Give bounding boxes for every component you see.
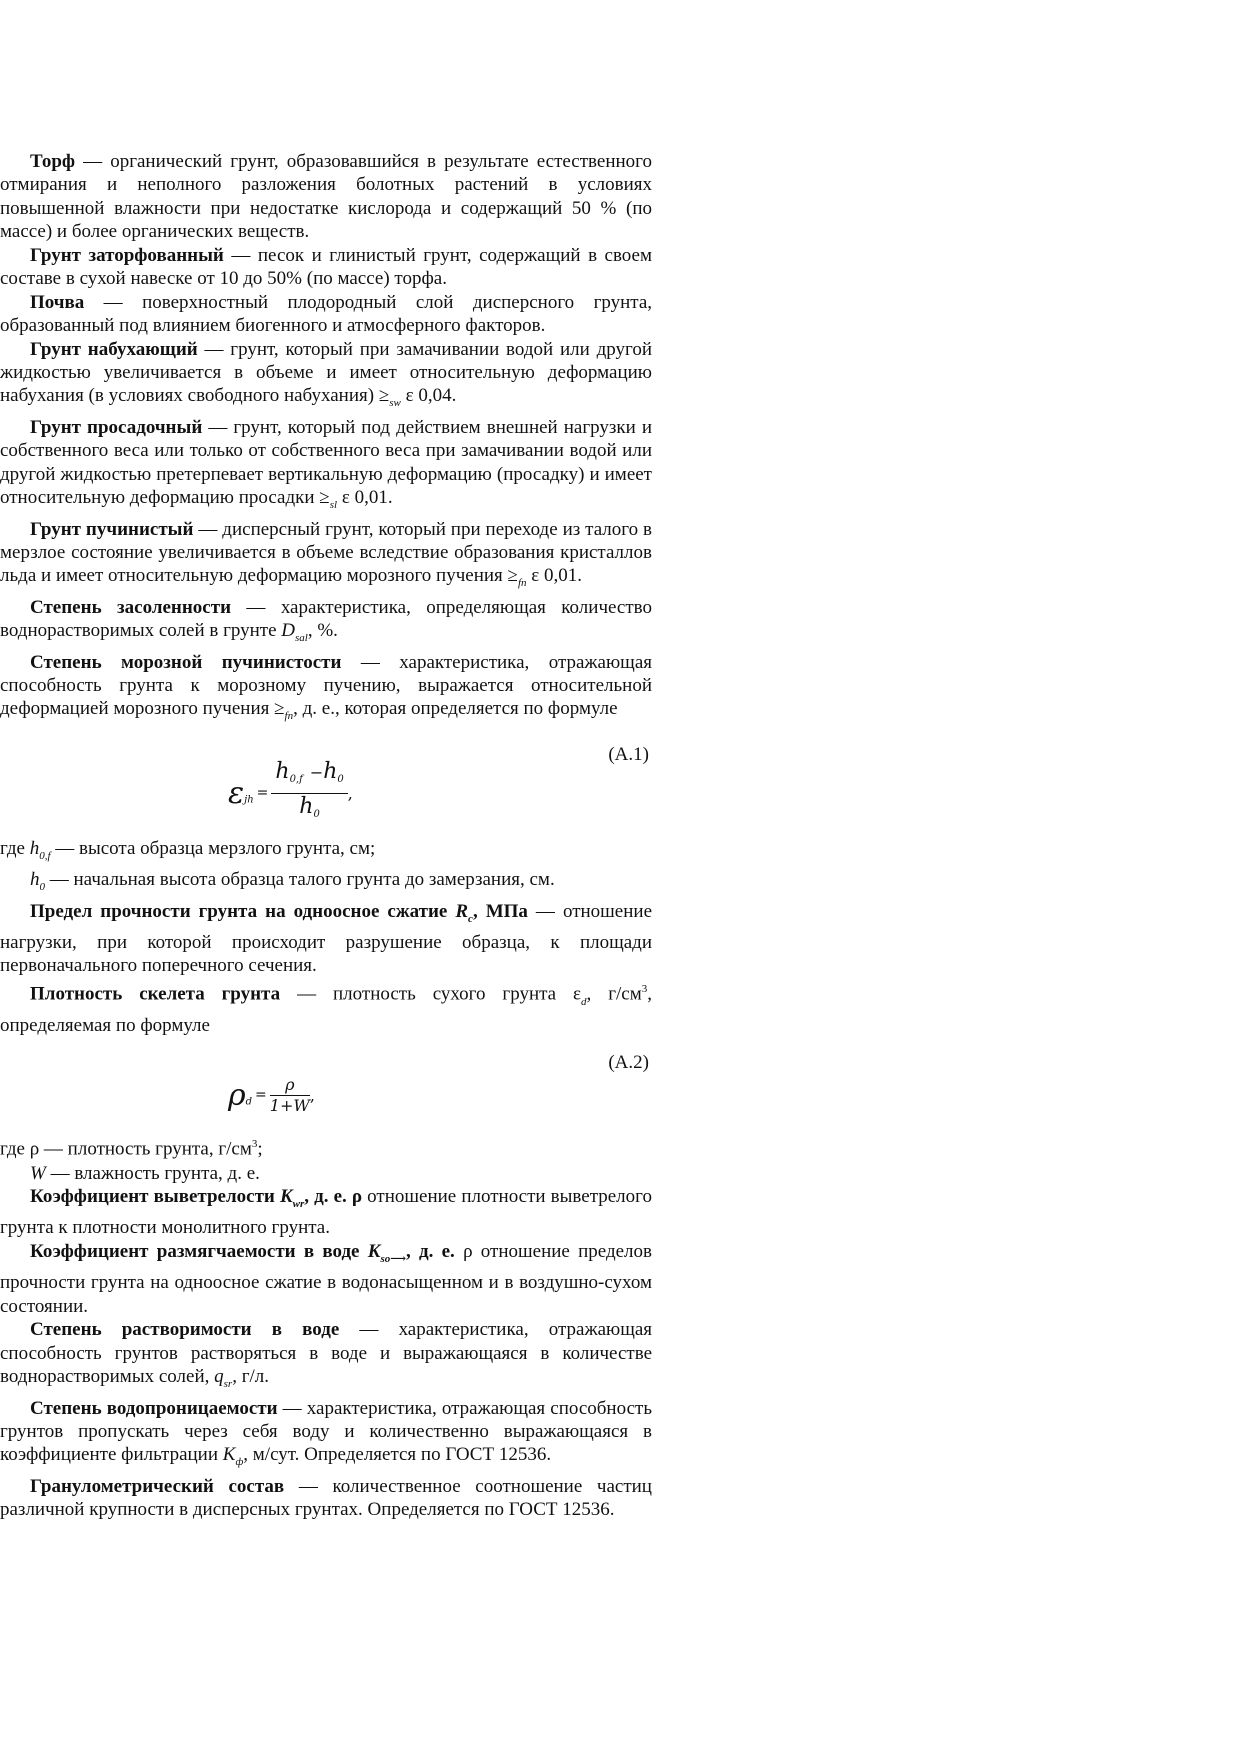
where-h0: $h_0$ — начальная высота образца талого грунта до замерзания, см. (30, 869, 555, 894)
formula-a2 (0, 1037, 652, 1133)
definition-peaty-soil: Грунт заторфованный — песок и глинистый грунт, содержащий в своем составе в сухой навеске от 10 до 50% (по массе) торфа. (0, 244, 652, 289)
formula-number: (А.1) (608, 743, 649, 765)
where-h0f: где $h_{0,f}$ — высота образца мерзлого грунта, см; (0, 837, 376, 862)
definition-grain-size: Гранулометрический состав — количественное соотношение частиц различной крупности в дисперсных грунтах. Определяется по ГОСТ 12536. (0, 1475, 652, 1521)
formula-expression: $\varepsilon_{jh}$ = $\frac{h_{0,f} -h_0}{h_0}$ , (228, 758, 353, 820)
definition-subsiding-soil: Грунт просадочный — грунт, который под действием внешней нагрузки и собственного веса или только от собственного веса при замачивании водой или другой жидкостью претерпевает вертикальную деформацию (просадку) и имеет относительную деформацию просадки $\ge_{sl}$ ε 0,01. (0, 417, 652, 511)
definition-swelling-soil: Грунт набухающий — грунт, который при замачивании водой или другой жидкостью увеличивается в объеме и имеет относительную деформацию набухания (в условиях свободного набухания) $\ge_{sw}$ ε 0,04. (0, 338, 652, 410)
definition-heaving-soil: Грунт пучинистый — дисперсный грунт, который при переходе из талого в мерзлое состояние увеличивается в объеме вследствие образования кристаллов льда и имеет относительную деформацию морозного пучения $\ge_{fn}$ ε 0,01. (0, 518, 652, 589)
formula-a1 (0, 729, 652, 837)
definition-peat: Торф — органический грунт, образовавшийся в результате естественного отмирания и неполного разложения болотных растений в условиях повышенной влажности при недостатке кислорода и содержащий 50 % (по массе) и более органических веществ. (0, 151, 652, 242)
where-rho: где ρ — плотность грунта, $г/см^3$; (0, 1138, 263, 1160)
definition-salinity: Степень засоленности — характеристика, определяющая количество воднорастворимых солей в грунте $D_{sal}$, %. (0, 596, 652, 644)
definition-solubility: Степень растворимости в воде — характеристика, отражающая способность грунтов растворяться в воде и выражающаяся в количестве воднорастворимых солей, $q_{sr}$, г/л. (0, 1319, 653, 1390)
definition-weathering-coefficient: Коэффициент выветрелости $K_{wr}$, д. е. ρ отношение плотности выветрелого грунта к плотности монолитного грунта. (0, 1186, 652, 1239)
definition-compressive-strength: Предел прочности грунта на одноосное сжатие $R_c$, МПа — отношение нагрузки, при которой происходит разрушение образца, к площади первоначального поперечного сечения. (0, 901, 652, 977)
definition-softening-coefficient: Коэффициент размягчаемости в воде $K_{so⟶}$, д. е. ρ отношение пределов прочности грунта на одноосное сжатие в водонасыщенном и в воздушно-сухом состоянии. (0, 1241, 653, 1317)
definition-permeability: Степень водопроницаемости — характеристика, отражающая способность грунтов пропускать через себя воду и количественно выражающаяся в коэффициенте фильтрации $K_ф$, м/сут. Определяется по ГОСТ 12536. (0, 1397, 652, 1468)
definition-topsoil: Почва — поверхностный плодородный слой дисперсного грунта, образованный под влиянием биогенного и атмосферного факторов. (0, 291, 652, 337)
where-w: W — влажность грунта, д. е. (30, 1162, 260, 1184)
definition-dry-density: Плотность скелета грунта — плотность сухого грунта $\varepsilon_d$, $г/см^3$, определяемая по формуле (0, 983, 652, 1036)
definition-frost-heave-degree: Степень морозной пучинистости — характеристика, отражающая способность грунта к морозному пучению, выражается относительной деформацией морозного пучения $\ge_{fn}$, д. е., которая определяется по формуле (0, 651, 652, 723)
document-page (0, 150, 652, 1522)
formula-expression: $\rho_d$ = $\frac{\rho}{1+W}$ , (228, 1075, 315, 1116)
formula-number: (А.2) (608, 1052, 649, 1074)
